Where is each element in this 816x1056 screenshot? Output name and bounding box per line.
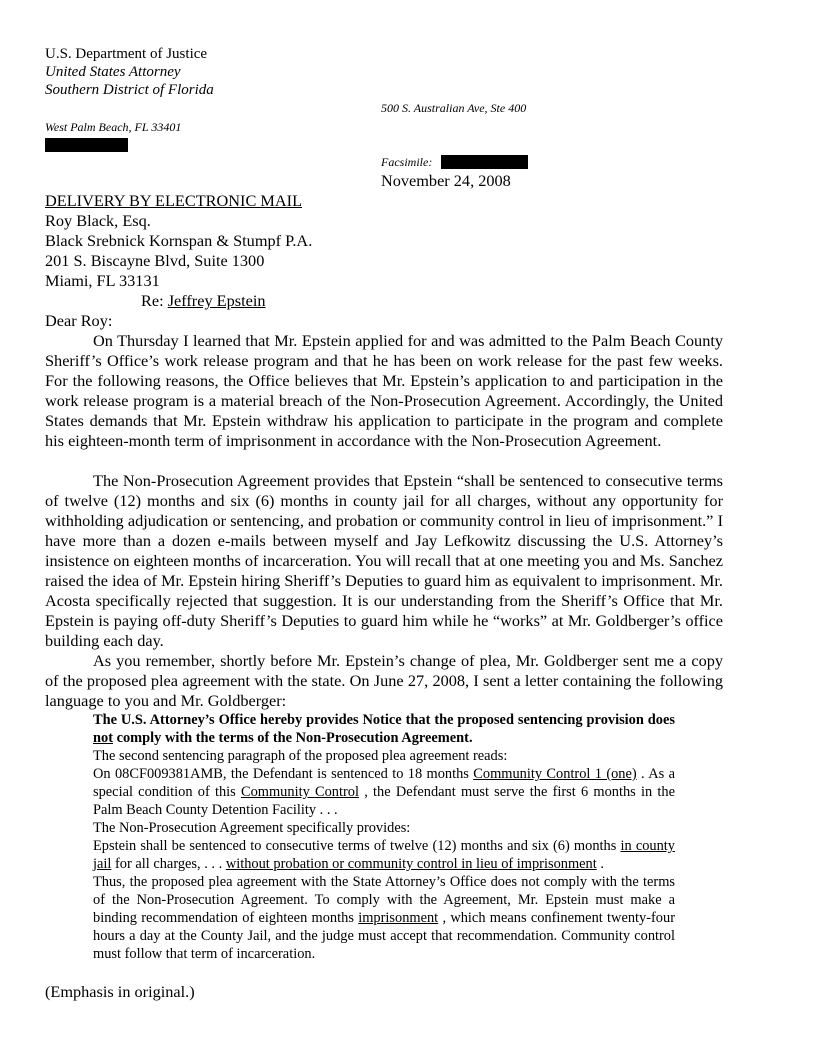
quote-text: for all charges, . . . [111, 856, 226, 872]
facsimile-label: Facsimile: [381, 155, 433, 169]
quote-line: The Non-Prosecution Agreement specifically provides: [93, 820, 411, 836]
quote-notice [93, 711, 675, 747]
quote-emphasis: Community Control 1 (one) [473, 766, 637, 782]
quote-emphasis: imprisonment [358, 910, 439, 926]
paragraph-2-text: The Non-Prosecution Agreement provides that Epstein “shall be sentenced to consecutive terms of twelve (12) months and six (6) months in county jail for all charges, without any opportunity for withholding adjudication or sentencing, and probation or community control in lieu of imprisonment.” I have more than a dozen e-mails between myself and Jay Lefkowitz discussing the U.S. Attorney’s insistence on eighteen months of incarceration. You will recall that at one meeting you and Ms. Sanchez raised the idea of Mr. Epstein hiring Sheriff’s Deputies to guard him as equivalent to imprisonment. Mr. Acosta specifically rejected that suggestion. It is our understanding from the Sheriff’s Office that Mr. Epstein is paying off-duty Sheriff’s Deputies to guard him while he “works” at Mr. Goldberger’s office building each day. [45, 471, 723, 650]
quote-text: . As a special condition of this [93, 766, 675, 800]
recipient-name: Roy Black, Esq. [45, 211, 151, 230]
quote-text: On 08CF009381AMB, the Defendant is sentenced to 18 months [93, 766, 474, 782]
quote-text: . [596, 856, 604, 872]
letterhead-city: West Palm Beach, FL 33401 [45, 120, 182, 134]
quote-text: comply with the terms of the Non-Prosecution Agreement. [113, 730, 473, 746]
letterhead-district: Southern District of Florida [45, 82, 214, 98]
quote-emphasis: not [93, 730, 113, 746]
paragraph-1-text: On Thursday I learned that Mr. Epstein applied for and was admitted to the Palm Beach County Sheriff’s Office’s work release program and that he has been on work release for the past few weeks. For the following reasons, the Office believes that Mr. Epstein’s application to and participation in the work release program is a material breach of the Non-Prosecution Agreement. Accordingly, the United States demands that Mr. Epstein withdraw his application to participate in the program and complete his eighteen-month term of imprisonment in accordance with the Non-Prosecution Agreement. [45, 331, 723, 450]
recipient-firm: Black Srebnick Kornspan & Stumpf P.A. [45, 231, 313, 250]
recipient-street: 201 S. Biscayne Blvd, Suite 1300 [45, 251, 265, 270]
quote-plea-terms [93, 765, 675, 819]
delivery-method: DELIVERY BY ELECTRONIC MAIL [45, 191, 303, 210]
quote-emphasis: without probation or community control in lieu of imprisonment [225, 856, 597, 872]
quote-npa-terms [93, 837, 675, 873]
paragraph-3 [45, 651, 723, 711]
re-line [141, 291, 266, 311]
emphasis-note: (Emphasis in original.) [45, 982, 195, 1001]
redaction-block [45, 138, 128, 152]
letterhead-street: 500 S. Australian Ave, Ste 400 [381, 101, 527, 115]
letter-date: November 24, 2008 [381, 171, 511, 190]
letterhead-office: United States Attorney [45, 64, 181, 80]
quote-emphasis: in county jail [93, 838, 675, 872]
block-quote [93, 711, 675, 963]
recipient-city: Miami, FL 33131 [45, 271, 160, 290]
re-subject: Jeffrey Epstein [167, 291, 266, 310]
letterhead-dept: U.S. Department of Justice [45, 46, 208, 62]
quote-emphasis: Community Control [241, 784, 359, 800]
quote-line: The second sentencing paragraph of the proposed plea agreement reads: [93, 748, 508, 764]
quote-text: , which means confinement twenty-four hours a day at the County Jail, and the judge must accept that recommendation. Community control must follow that term of incarceration. [93, 910, 675, 962]
paragraph-3-text: As you remember, shortly before Mr. Epstein’s change of plea, Mr. Goldberger sent me a copy of the proposed plea agreement with the state. On June 27, 2008, I sent a letter containing the following language to you and Mr. Goldberger: [45, 651, 723, 710]
quote-conclusion [93, 873, 675, 963]
redaction-block [441, 155, 528, 169]
quote-text: , the Defendant must serve the first 6 months in the Palm Beach County Detention Facility . . . [93, 784, 675, 818]
salutation: Dear Roy: [45, 311, 113, 330]
paragraph-2 [45, 471, 723, 651]
quote-text: Epstein shall be sentenced to consecutive terms of twelve (12) months and six (6) months [93, 838, 621, 854]
paragraph-1 [45, 331, 723, 451]
quote-text: Thus, the proposed plea agreement with the State Attorney’s Office does not comply with the terms of the Non-Prosecution Agreement. To comply with the Agreement, Mr. Epstein must make a binding recommendation of eighteen months [93, 874, 675, 926]
quote-text: The U.S. Attorney’s Office hereby provides Notice that the proposed sentencing provision does [93, 712, 675, 728]
re-label: Re: [141, 291, 164, 310]
